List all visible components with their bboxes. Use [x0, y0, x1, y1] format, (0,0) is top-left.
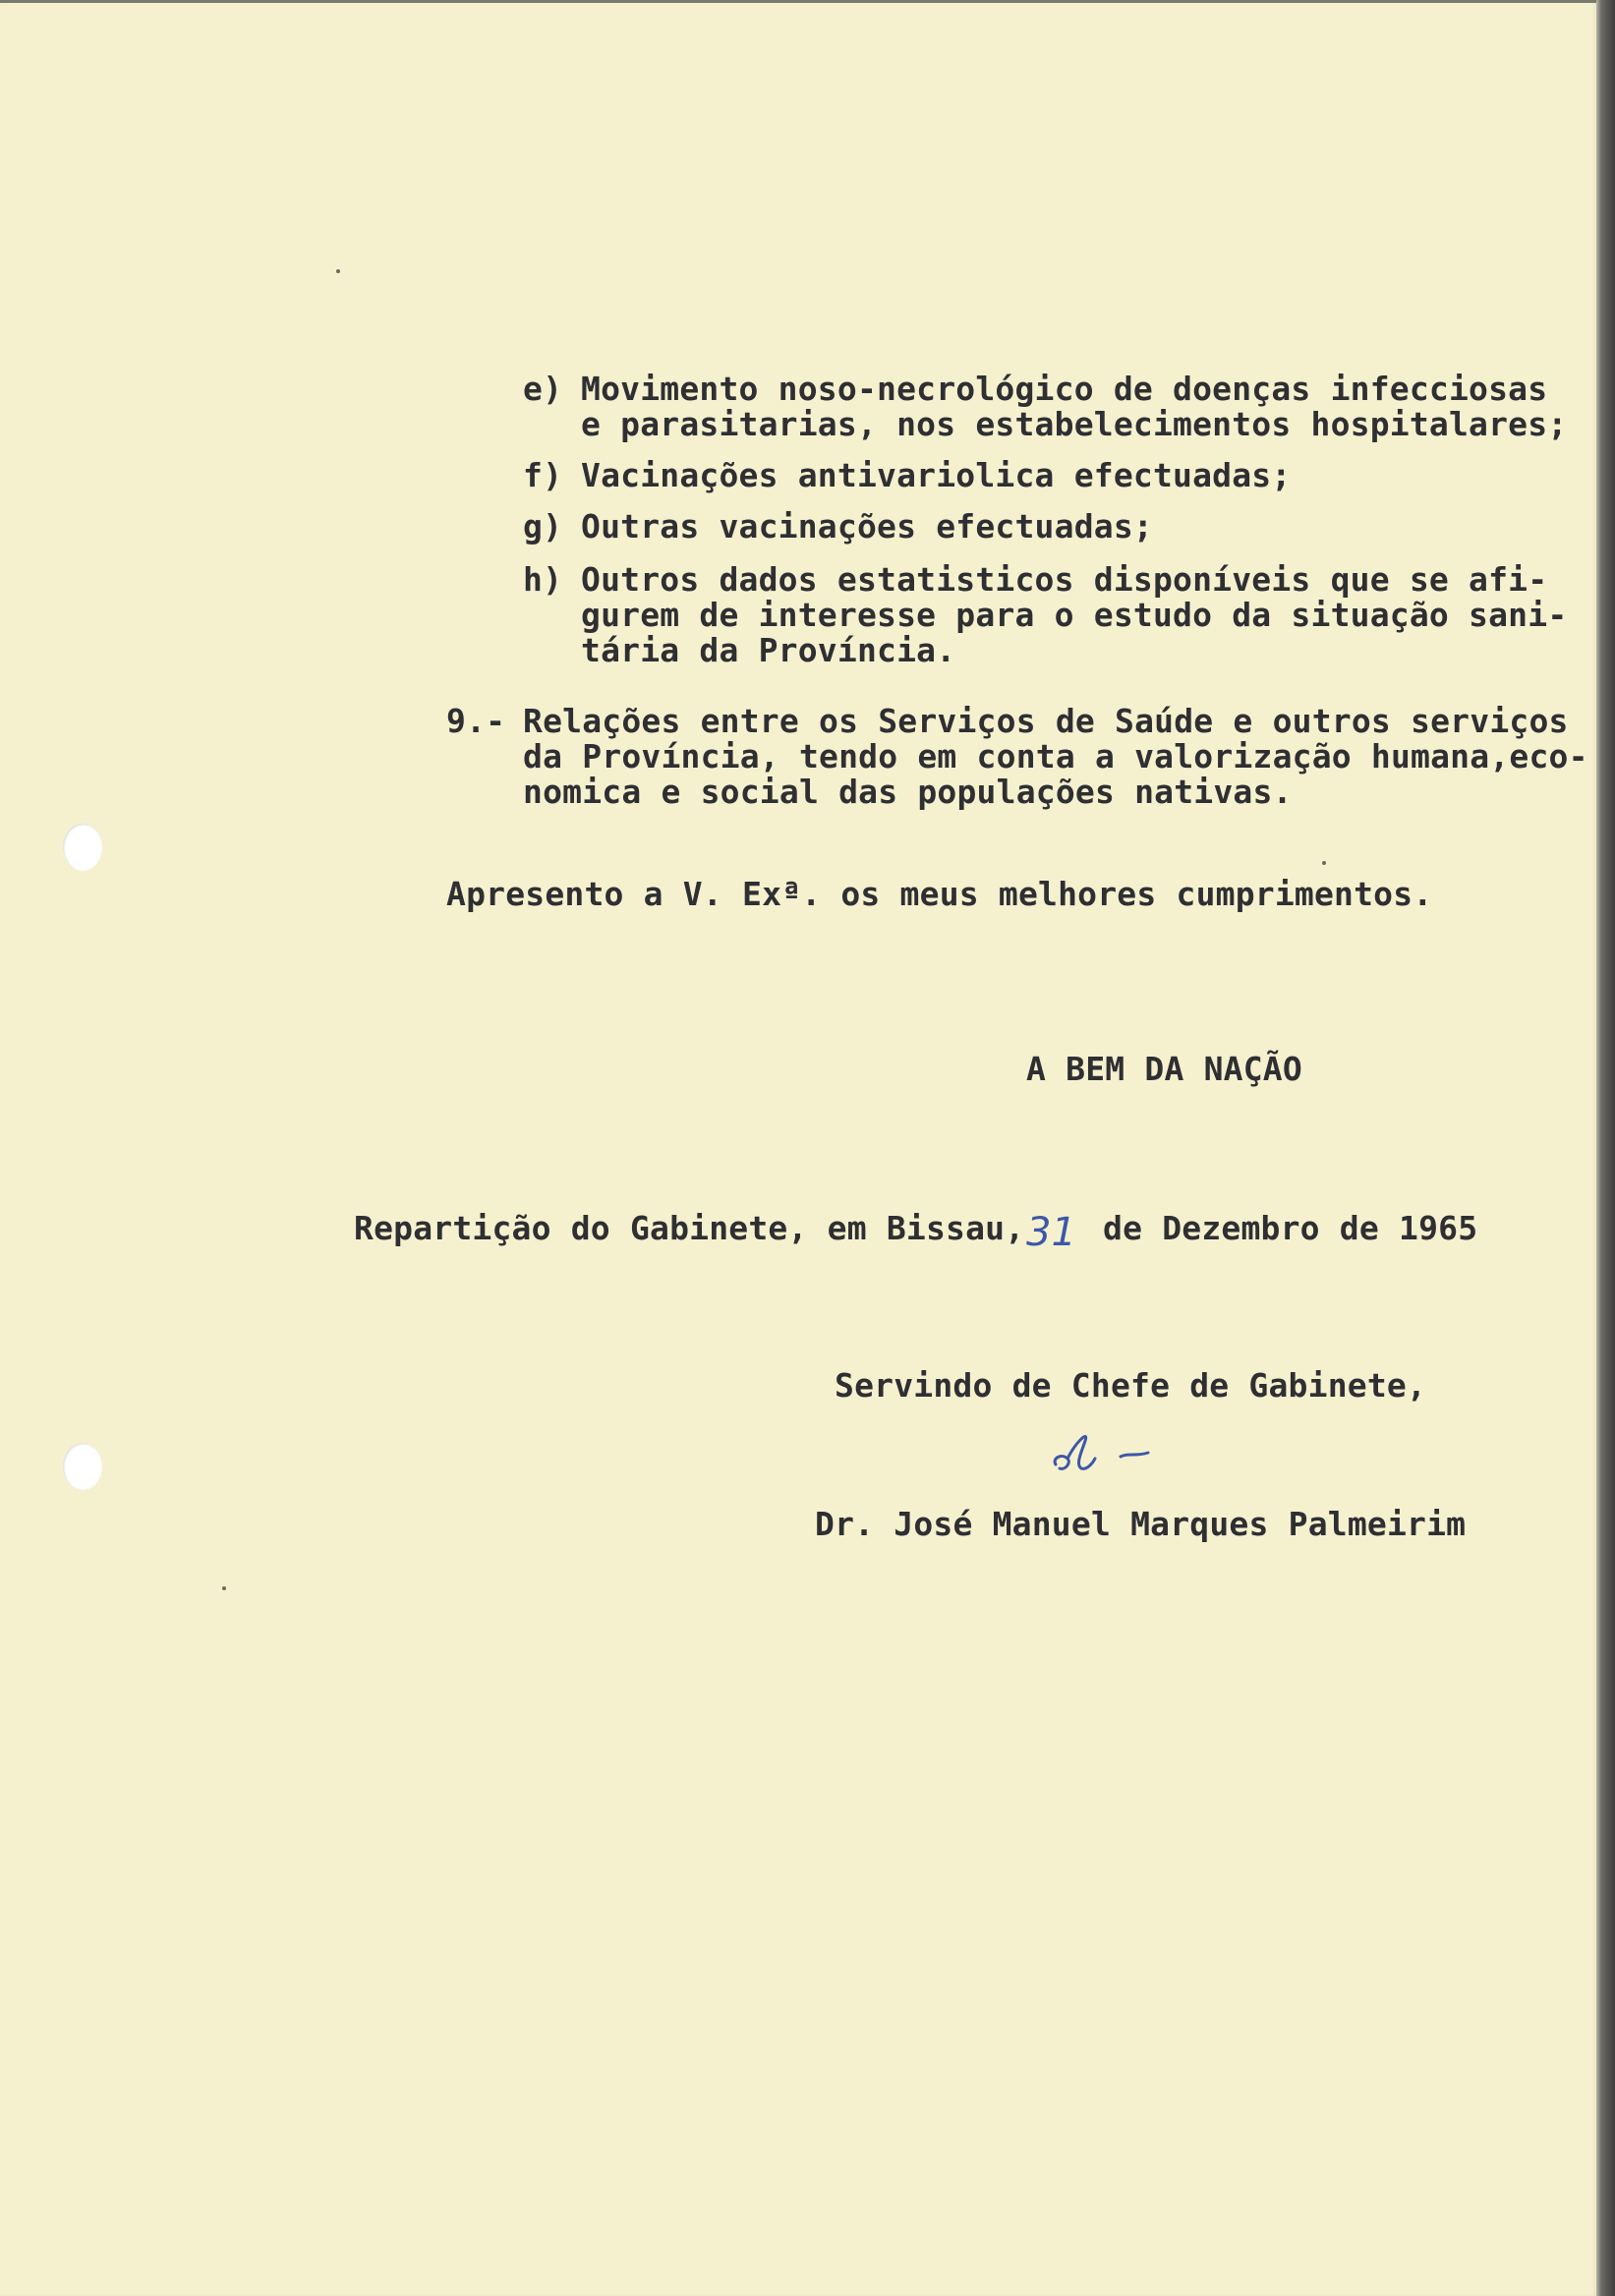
section-9-line-3: nomica e social das populações nativas. [523, 773, 1293, 811]
punch-hole-upper [63, 824, 102, 871]
handwritten-signature [1046, 1423, 1164, 1482]
motto: A BEM DA NAÇÃO [1026, 1050, 1302, 1088]
section-9-line-1: Relações entre os Serviços de Saúde e outros serviços [523, 702, 1569, 740]
dateline-prefix: Repartição do Gabinete, em Bissau, [354, 1209, 1025, 1247]
dateline-day-handwritten: 31 [1026, 1210, 1076, 1255]
item-h-line-1: Outros dados estatisticos disponíveis que se afi- [581, 560, 1548, 599]
punch-hole-lower [63, 1443, 102, 1490]
item-e-line-2: e parasitarias, nos estabelecimentos hospitalares; [581, 405, 1568, 443]
item-e-line-1: Movimento noso-necrológico de doenças infecciosas [581, 370, 1548, 408]
item-e-marker: e) [523, 370, 563, 408]
scan-edge-shadow [1596, 0, 1615, 2296]
dateline-suffix: de Dezembro de 1965 [1103, 1209, 1478, 1247]
item-h-marker: h) [523, 560, 563, 599]
item-h-line-2: gurem de interesse para o estudo da situação sani- [581, 596, 1568, 634]
paper-speck [222, 1586, 226, 1590]
item-f-marker: f) [523, 456, 563, 494]
page-top-edge [0, 0, 1596, 3]
section-9-line-2: da Província, tendo em conta a valorização humana,eco- [523, 737, 1588, 775]
paper-speck [1322, 861, 1326, 865]
item-f-line-1: Vacinações antivariolica efectuadas; [581, 456, 1292, 494]
signatory-role: Servindo de Chefe de Gabinete, [835, 1366, 1427, 1405]
signatory-name: Dr. José Manuel Marques Palmeirim [815, 1505, 1467, 1543]
paper-speck [336, 269, 340, 273]
section-9-number: 9.- [446, 702, 506, 740]
item-g-line-1: Outras vacinações efectuadas; [581, 507, 1153, 545]
closing-greeting: Apresento a V. Exª. os meus melhores cumprimentos. [446, 875, 1433, 913]
item-h-line-3: tária da Província. [581, 631, 956, 669]
item-g-marker: g) [523, 507, 563, 545]
